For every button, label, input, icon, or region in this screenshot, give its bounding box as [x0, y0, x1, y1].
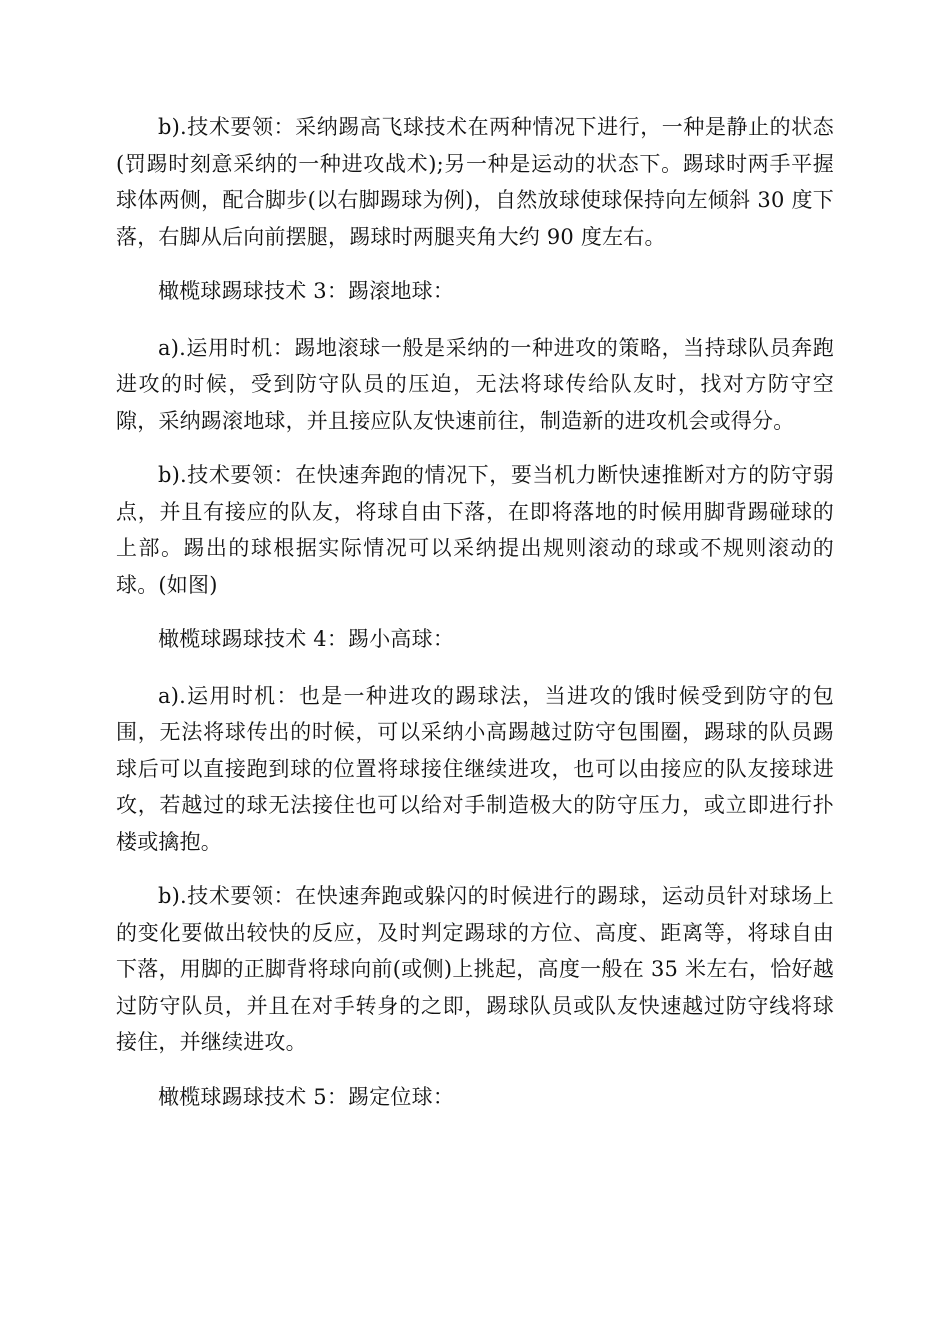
paragraph-ground-kick-technique: b).技术要领：在快速奔跑的情况下，要当机力断快速推断对方的防守弱点，并且有接应的队友，将球自由下落，在即将落地的时候用脚背踢碰球的上部。踢出的球根据实际情况可以采纳提出规则滚动的球或不规则滚动的球。(如图): [116, 463, 834, 597]
paragraph-ground-kick-timing: a).运用时机：踢地滚球一般是采纳的一种进攻的策略，当持球队员奔跑进攻的时候，受到防守队员的压迫，无法将球传给队友时，找对方防守空隙，采纳踢滚地球，并且接应队友快速前往，制造新的进攻机会或得分。: [116, 335, 834, 433]
section-heading-place-kick: 橄榄球踢球技术 5：踢定位球：: [158, 1084, 455, 1109]
paragraph-high-kick-technique: b).技术要领：采纳踢高飞球技术在两种情况下进行，一种是静止的状态(罚踢时刻意采纳的一种进攻战术);另一种是运动的状态下。踢球时两手平握球体两侧，配合脚步(以右脚踢球为例)，自然放球使球保持向左倾斜 30 度下落，右脚从后向前摆腿，踢球时两腿夹角大约 90 度左右。: [116, 115, 834, 249]
section-heading-ground-kick: 橄榄球踢球技术 3：踢滚地球：: [158, 279, 455, 303]
paragraph-chip-kick-technique: b).技术要领：在快速奔跑或躲闪的时候进行的踢球，运动员针对球场上的变化要做出较快的反应，及时判定踢球的方位、高度、距离等，将球自由下落，用脚的正脚背将球向前(或侧)上挑起，高度一般在 35 米左右，恰好越过防守队员，并且在对手转身的之即，踢球队员或队友快速越过防守线将球接住，并继续进攻。: [116, 884, 834, 1054]
paragraph-chip-kick-timing: a).运用时机：也是一种进攻的踢球法，当进攻的饿时候受到防守的包围，无法将球传出的时候，可以采纳小高踢越过防守包围圈，踢球的队员踢球后可以直接跑到球的位置将球接住继续进攻，也可以由接应的队友接球进攻，若越过的球无法接住也可以给对手制造极大的防守压力，或立即进行扑楼或擒抱。: [116, 683, 834, 854]
document-body: [116, 109, 834, 1135]
section-heading-chip-kick: 橄榄球踢球技术 4：踢小高球：: [158, 627, 455, 651]
